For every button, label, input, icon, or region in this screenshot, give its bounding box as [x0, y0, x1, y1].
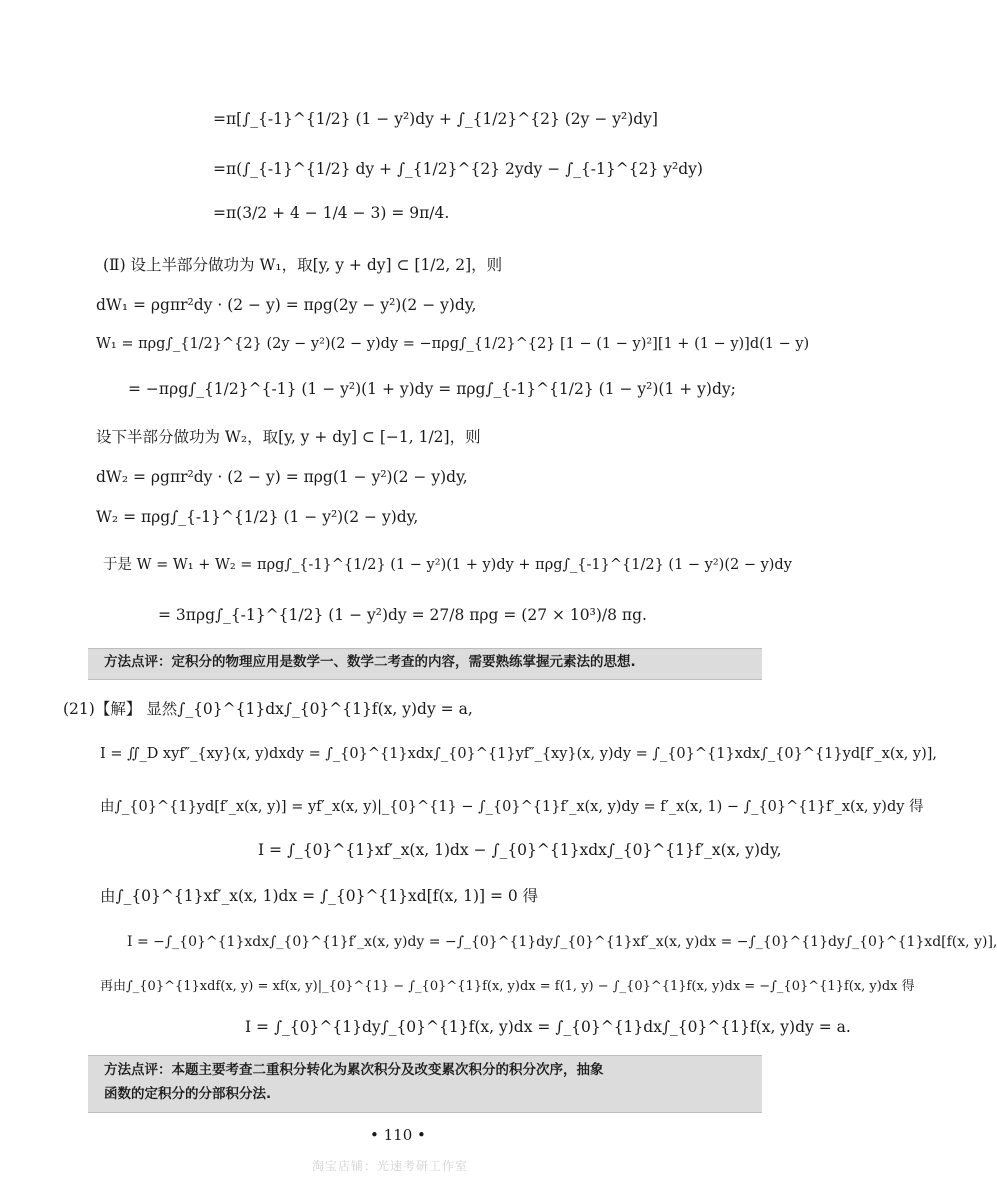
formula-line: (Ⅱ) 设上半部分做功为 W₁，取[y, y + dy] ⊂ [1/2, 2]，则 — [103, 256, 503, 274]
formula-line: 于是 W = W₁ + W₂ = πρg∫_{-1}^{1/2} (1 − y²)(1 + y)dy + πρg∫_{-1}^{1/2} (1 − y²)(2 − y)dy — [103, 557, 792, 573]
page-number: • 110 • — [370, 1126, 426, 1144]
formula-line: dW₁ = ρgπr²dy · (2 − y) = πρg(2y − y²)(2 − y)dy, — [96, 296, 477, 314]
formula-line: (21)【解】 显然∫_{0}^{1}dx∫_{0}^{1}f(x, y)dy = a, — [63, 700, 473, 718]
formula-line: 由∫_{0}^{1}yd[f′_x(x, y)] = yf′_x(x, y)|_{0}^{1} − ∫_{0}^{1}f′_x(x, y)dy = f′_x(x, 1) − ∫_{0}^{1}f′_x(x, y)dy 得 — [100, 799, 924, 815]
formula-line: =π[∫_{-1}^{1/2} (1 − y²)dy + ∫_{1/2}^{2} (2y − y²)dy] — [213, 110, 658, 128]
formula-line: 由∫_{0}^{1}xf′_x(x, 1)dx = ∫_{0}^{1}xd[f(x, 1)] = 0 得 — [100, 887, 539, 905]
method-note — [88, 648, 762, 680]
formula-line: I = ∫_{0}^{1}xf′_x(x, 1)dx − ∫_{0}^{1}xdx∫_{0}^{1}f′_x(x, y)dy, — [258, 841, 782, 859]
formula-line: I = −∫_{0}^{1}xdx∫_{0}^{1}f′_x(x, y)dy = −∫_{0}^{1}dy∫_{0}^{1}xf′_x(x, y)dx = −∫_{0}^{1}dy∫_{0}^{1}xd[f(x, y)], — [127, 934, 997, 950]
formula-line: =π(∫_{-1}^{1/2} dy + ∫_{1/2}^{2} 2ydy − ∫_{-1}^{2} y²dy) — [213, 160, 703, 178]
formula-line: W₁ = πρg∫_{1/2}^{2} (2y − y²)(2 − y)dy = −πρg∫_{1/2}^{2} [1 − (1 − y)²][1 + (1 − y)]d(1 − y) — [96, 336, 810, 352]
formula-line: W₂ = πρg∫_{-1}^{1/2} (1 − y²)(2 − y)dy, — [96, 508, 419, 526]
method-note-text: 方法点评：定积分的物理应用是数学一、数学二考查的内容，需要熟练掌握元素法的思想. — [104, 654, 636, 670]
formula-line: =π(3/2 + 4 − 1/4 − 3) = 9π/4. — [213, 204, 450, 222]
formula-line: 设下半部分做功为 W₂，取[y, y + dy] ⊂ [−1, 1/2]，则 — [96, 428, 481, 446]
formula-line: = 3πρg∫_{-1}^{1/2} (1 − y²)dy = 27/8 πρg = (27 × 10³)/8 πg. — [158, 606, 647, 624]
formula-line: 再由∫_{0}^{1}xdf(x, y) = xf(x, y)|_{0}^{1} − ∫_{0}^{1}f(x, y)dx = f(1, y) − ∫_{0}^{1}f(x, y)dx = −∫_{0}^{1}f(x, y)dx 得 — [100, 979, 915, 994]
watermark: 淘宝店铺：光速考研工作室 — [312, 1159, 469, 1173]
formula-line: = −πρg∫_{1/2}^{-1} (1 − y²)(1 + y)dy = πρg∫_{-1}^{1/2} (1 − y²)(1 + y)dy; — [128, 380, 736, 398]
formula-line: I = ∬_D xyf″_{xy}(x, y)dxdy = ∫_{0}^{1}xdx∫_{0}^{1}yf″_{xy}(x, y)dy = ∫_{0}^{1}xdx∫_{0}^{1}yd[f′_x(x, y)], — [100, 746, 938, 762]
formula-line: dW₂ = ρgπr²dy · (2 − y) = πρg(1 − y²)(2 − y)dy, — [96, 468, 468, 486]
method-note — [88, 1055, 762, 1113]
formula-line: I = ∫_{0}^{1}dy∫_{0}^{1}f(x, y)dx = ∫_{0}^{1}dx∫_{0}^{1}f(x, y)dy = a. — [245, 1018, 851, 1036]
method-note-text-line1: 方法点评：本题主要考查二重积分转化为累次积分及改变累次积分的积分次序，抽象 — [104, 1062, 604, 1078]
method-note-text-line2: 函数的定积分的分部积分法. — [104, 1086, 272, 1102]
